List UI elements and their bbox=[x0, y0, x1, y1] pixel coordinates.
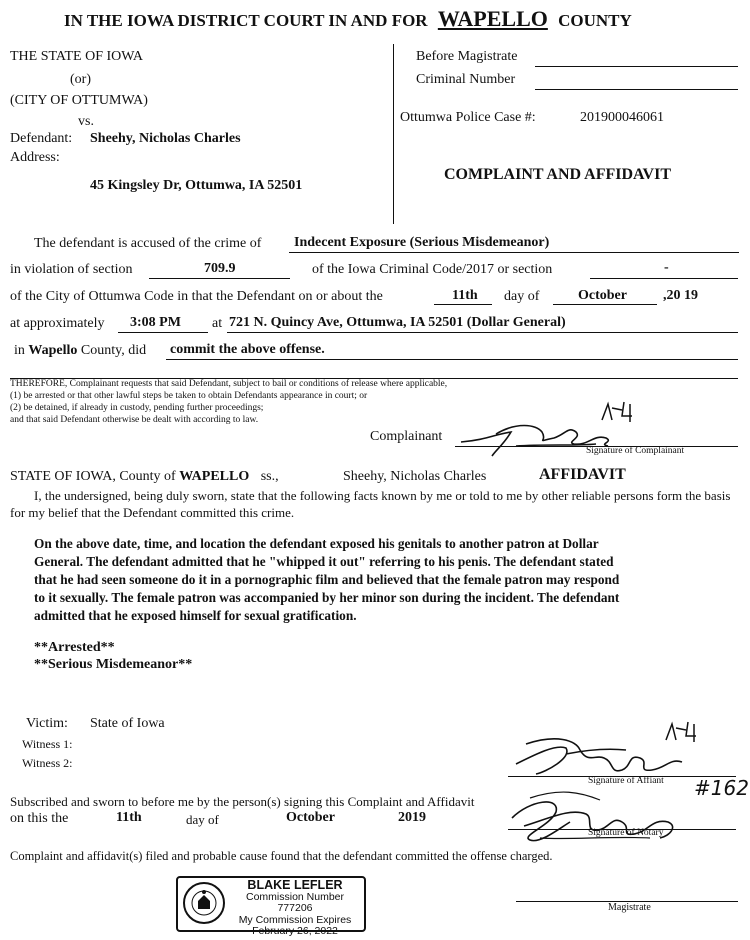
time-line bbox=[118, 332, 208, 333]
year-prefix: ,20 bbox=[663, 288, 681, 303]
affiant-sig-caption: Signature of Affiant bbox=[588, 776, 664, 786]
month-line bbox=[553, 304, 657, 305]
criminal-number-line bbox=[535, 89, 738, 90]
day-value: 11th bbox=[452, 288, 478, 303]
narrative-line-5: admitted that he exposed himself for sexual gratification. bbox=[34, 608, 357, 623]
time-value: 3:08 PM bbox=[130, 315, 181, 330]
section-line bbox=[149, 278, 290, 279]
header-prefix: IN THE IOWA DISTRICT COURT IN AND FOR bbox=[64, 11, 428, 30]
affiant-signature bbox=[506, 714, 706, 784]
commission-number: Commission Number 777206 bbox=[245, 890, 345, 914]
act-value: commit the above offense. bbox=[170, 342, 325, 357]
police-case-label: Ottumwa Police Case #: bbox=[400, 110, 536, 125]
defendant-label: Defendant: bbox=[10, 131, 73, 146]
address-label: Address: bbox=[10, 150, 60, 165]
day-line bbox=[434, 304, 492, 305]
sworn-day: 11th bbox=[116, 810, 142, 825]
before-magistrate-line bbox=[535, 66, 738, 67]
narrative-line-1: On the above date, time, and location the defendant exposed his genitals to another patron at Dollar bbox=[34, 536, 599, 551]
badge-number: #162 bbox=[694, 776, 749, 800]
header-suffix: COUNTY bbox=[558, 11, 632, 30]
criminal-number-label: Criminal Number bbox=[416, 72, 516, 87]
narrative-line-2: General. The defendant admitted that he "whipped it out" referring to his penis. The defendant stated bbox=[34, 554, 614, 569]
affidavit-name: Sheehy, Nicholas Charles bbox=[343, 469, 487, 484]
or-label: (or) bbox=[70, 72, 91, 87]
county-did-text: County, did bbox=[80, 343, 147, 358]
complainant-sig-caption: Signature of Complainant bbox=[586, 446, 685, 456]
therefore-line-4: and that said Defendant otherwise be dealt with according to law. bbox=[10, 415, 259, 425]
location-value: 721 N. Quincy Ave, Ottumwa, IA 52501 (Dollar General) bbox=[229, 315, 566, 330]
therefore-line-1: THEREFORE, Complainant requests that said Defendant, subject to bail or conditions of release where applicable, bbox=[10, 379, 448, 389]
code-text: of the Iowa Criminal Code/2017 or section bbox=[312, 262, 553, 277]
affidavit-narrative bbox=[34, 535, 619, 625]
in-text: in bbox=[14, 343, 25, 358]
commission-date: February 26, 2022 bbox=[252, 925, 338, 937]
county-value: Wapello bbox=[28, 343, 78, 358]
violation-text: in violation of section bbox=[10, 262, 133, 277]
section-value: 709.9 bbox=[204, 261, 236, 276]
accused-text: The defendant is accused of the crime of bbox=[34, 236, 262, 251]
crime-value: Indecent Exposure (Serious Misdemeanor) bbox=[294, 235, 550, 250]
city-label: (CITY OF OTTUMWA) bbox=[10, 93, 148, 108]
court-header bbox=[64, 6, 632, 32]
vs-label: vs. bbox=[78, 114, 94, 129]
notarial-seal-icon bbox=[182, 881, 226, 925]
commission-expires: My Commission Expires bbox=[238, 913, 352, 926]
witness-1-label: Witness 1: bbox=[22, 737, 73, 751]
stamp-text bbox=[228, 880, 362, 938]
affidavit-county: WAPELLO bbox=[179, 469, 250, 484]
defendant-name: Sheehy, Nicholas Charles bbox=[90, 131, 241, 146]
narrative-line-4: to it sexually. The female patron was accompanied by her minor son during the incident. The defendant bbox=[34, 590, 620, 605]
note-arrested: **Arrested** bbox=[34, 640, 115, 655]
at-text: at bbox=[212, 316, 223, 331]
state-label: THE STATE OF IOWA bbox=[10, 49, 144, 64]
police-case-number: 201900046061 bbox=[580, 110, 664, 125]
affidavit-ss: ss., bbox=[260, 469, 279, 484]
sworn-on-this-the: on this the bbox=[10, 811, 69, 826]
oath-line-2: for my belief that the Defendant committed this crime. bbox=[10, 505, 295, 520]
sworn-month: October bbox=[286, 810, 335, 825]
sworn-year: 2019 bbox=[398, 810, 426, 825]
approx-text: at approximately bbox=[10, 316, 105, 331]
location-line bbox=[227, 332, 738, 333]
affidavit-state-text: STATE OF IOWA, County of bbox=[10, 469, 176, 484]
header-county: WAPELLO bbox=[437, 6, 548, 31]
filed-text: Complaint and affidavit(s) filed and probable cause found that the defendant committed the offense charged. bbox=[10, 849, 553, 863]
therefore-line-3: (2) be detained, if already in custody, pending further proceedings; bbox=[10, 403, 264, 413]
document-title: COMPLAINT AND AFFIDAVIT bbox=[444, 166, 671, 183]
victim-value: State of Iowa bbox=[90, 716, 165, 731]
affidavit-state-line bbox=[10, 469, 279, 485]
city-section-line bbox=[590, 278, 738, 279]
day-of-text: day of bbox=[504, 289, 540, 304]
witness-2-label: Witness 2: bbox=[22, 756, 73, 770]
county-line-text bbox=[14, 343, 146, 359]
therefore-line-2: (1) be arrested or that other lawful steps be taken to obtain Defendants appearance in court; or bbox=[10, 391, 368, 401]
notary-sig-caption: Signature of Notary bbox=[588, 828, 664, 838]
notary-name: BLAKE LEFLER bbox=[247, 878, 343, 892]
narrative-line-3: that he had seen someone do it in a pornographic film and believed that the female patron may respond bbox=[34, 572, 620, 587]
victim-label: Victim: bbox=[26, 716, 68, 731]
defendant-address: 45 Kingsley Dr, Ottumwa, IA 52501 bbox=[90, 178, 303, 193]
sworn-day-of: day of bbox=[186, 812, 219, 827]
month-value: October bbox=[578, 288, 627, 303]
complainant-label: Complainant bbox=[370, 429, 443, 444]
affidavit-title: AFFIDAVIT bbox=[539, 466, 626, 483]
act-line bbox=[166, 359, 738, 360]
crime-line bbox=[289, 252, 739, 253]
notary-stamp bbox=[176, 876, 366, 937]
year-value bbox=[663, 288, 698, 304]
oath-line-1: I, the undersigned, being duly sworn, state that the following facts known by me or told to me by other reliable persons form the basis bbox=[34, 488, 731, 503]
year-suffix: 19 bbox=[684, 288, 698, 303]
city-code-text: of the City of Ottumwa Code in that the Defendant on or about the bbox=[10, 289, 383, 304]
header-divider bbox=[393, 44, 394, 224]
therefore-text bbox=[10, 378, 447, 426]
note-serious-misdemeanor: **Serious Misdemeanor** bbox=[34, 657, 193, 672]
before-magistrate-label: Before Magistrate bbox=[416, 49, 518, 64]
sworn-text: Subscribed and sworn to before me by the person(s) signing this Complaint and Affidavit bbox=[10, 794, 475, 809]
complainant-signature bbox=[456, 398, 656, 458]
city-section-value: - bbox=[664, 260, 669, 275]
magistrate-label: Magistrate bbox=[608, 902, 651, 913]
